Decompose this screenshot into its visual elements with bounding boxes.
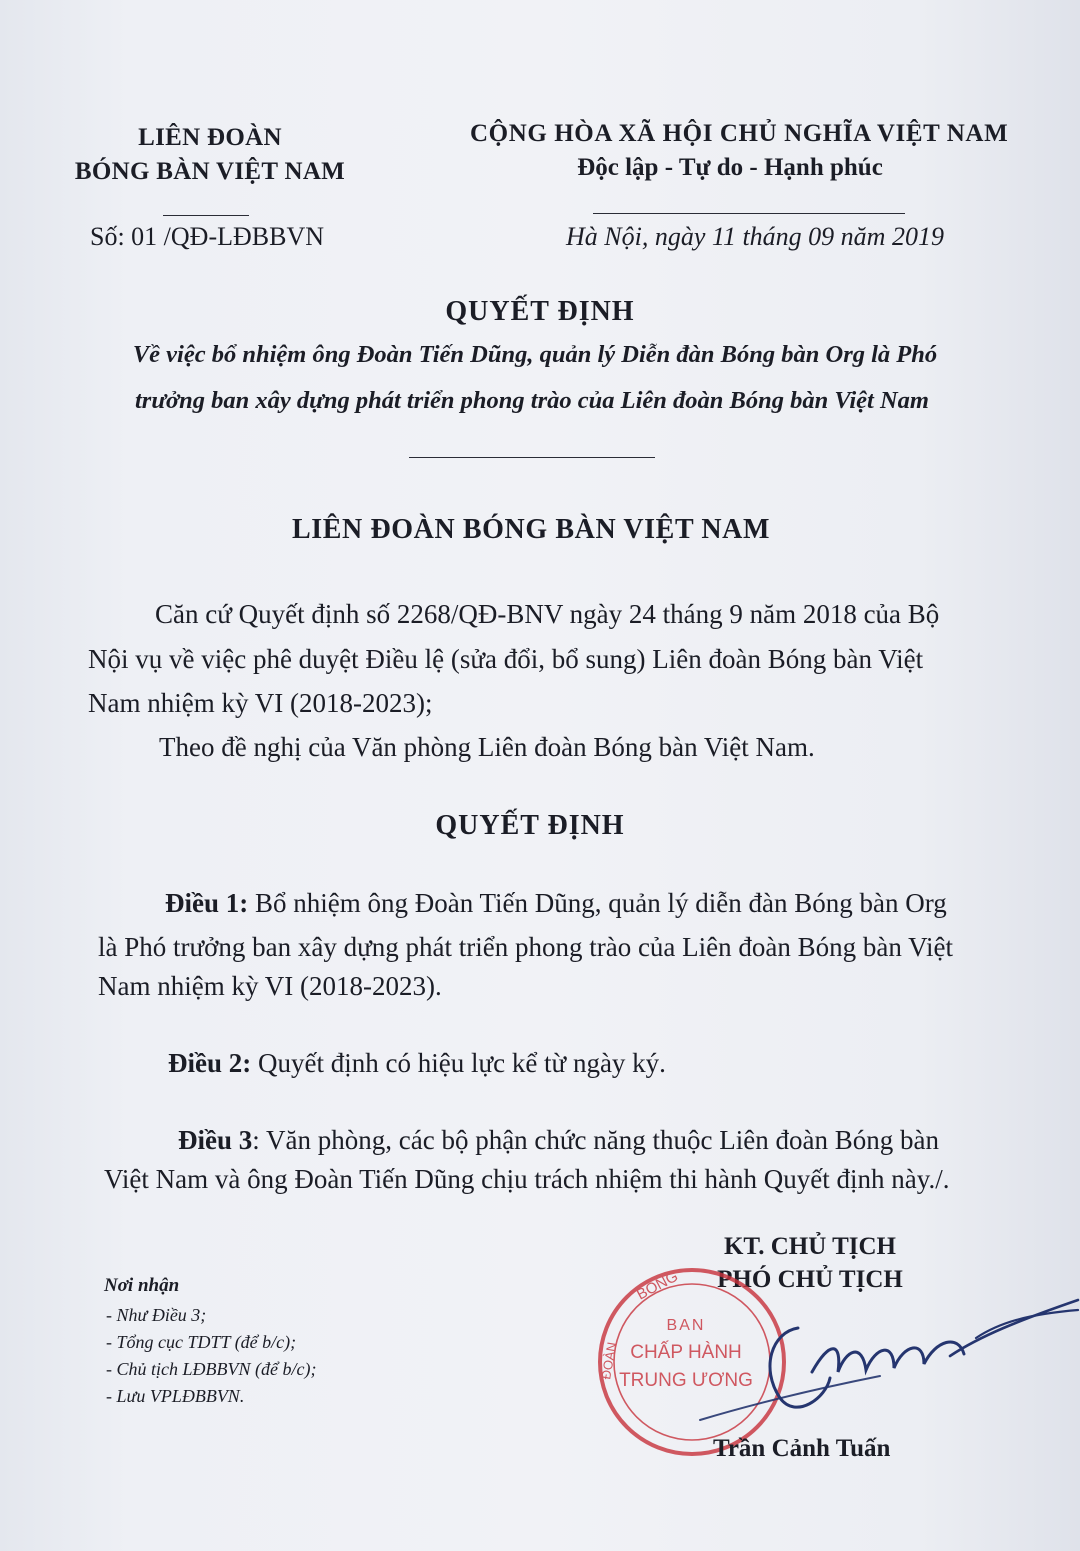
subject-line-2: trưởng ban xây dựng phát triển phong trào của Liên đoàn Bóng bàn Việt Nam [135,387,929,414]
place-and-date: Hà Nội, ngày 11 tháng 09 năm 2019 [566,222,944,251]
article-2-label: Điều 2: [168,1048,252,1078]
stamp-line-3: TRUNG ƯƠNG [619,1370,753,1391]
national-motto: Độc lập - Tự do - Hạnh phúc [577,154,883,181]
subject-line-1: Về việc bổ nhiệm ông Đoàn Tiến Dũng, quản lý Diễn đàn Bóng bàn Org là Phó [132,341,938,368]
article-1-label: Điều 1: [165,888,249,918]
article-1-line-3: Nam nhiệm kỳ VI (2018-2023). [98,971,442,1001]
header-left-rule [163,215,249,216]
stamp-ring-left: ĐOÀN [598,1340,620,1381]
signature-title-2: PHÓ CHỦ TỊCH [717,1266,903,1293]
country-name: CỘNG HÒA XÃ HỘI CHỦ NGHĨA VIỆT NAM [470,120,1009,147]
document-title: QUYẾT ĐỊNH [445,296,635,327]
article-3-line-2: Việt Nam và ông Đoàn Tiến Dũng chịu trách nhiệm thi hành Quyết định này./. [104,1164,950,1194]
preamble-line-1: Căn cứ Quyết định số 2268/QĐ-BNV ngày 24 tháng 9 năm 2018 của Bộ [155,599,940,629]
stamp-ring-top: BÓNG [633,1267,681,1304]
article-3-label: Điều 3 [178,1125,253,1155]
article-3-line-1 [178,1122,939,1159]
article-1-text: Bổ nhiệm ông Đoàn Tiến Dũng, quản lý diễn đàn Bóng bàn Org [248,888,947,918]
recipients-item: - Như Điều 3; [106,1305,207,1325]
handwritten-signature [680,1280,1080,1450]
stamp-line-1: BAN [666,1317,706,1334]
article-3-text: : Văn phòng, các bộ phận chức năng thuộc Liên đoàn Bóng bàn [252,1125,939,1155]
stamp-line-2: CHẤP HÀNH [630,1342,742,1363]
title-divider [409,457,655,458]
org-name-line2: BÓNG BÀN VIỆT NAM [74,158,346,185]
recipients-item: - Lưu VPLĐBBVN. [106,1386,245,1406]
recipients-item: - Tổng cục TDTT (để b/c); [106,1332,297,1352]
preamble-line-3: Nam nhiệm kỳ VI (2018-2023); [88,688,433,718]
recipients-heading: Nơi nhận [104,1275,180,1296]
decision-heading: QUYẾT ĐỊNH [435,810,625,841]
preamble-line-4: Theo đề nghị của Văn phòng Liên đoàn Bóng bàn Việt Nam. [159,732,815,762]
document-number: Số: 01 /QĐ-LĐBBVN [90,222,325,251]
article-2-text: Quyết định có hiệu lực kể từ ngày ký. [251,1048,666,1078]
org-name-line1: LIÊN ĐOÀN [138,124,282,151]
preamble-line-2: Nội vụ về việc phê duyệt Điều lệ (sửa đổi, bổ sung) Liên đoàn Bóng bàn Việt [88,644,924,674]
signer-name: Trần Cảnh Tuấn [713,1435,891,1462]
recipients-item: - Chủ tịch LĐBBVN (để b/c); [106,1359,317,1379]
article-1-line-1 [165,885,947,922]
issuer-name: LIÊN ĐOÀN BÓNG BÀN VIỆT NAM [291,514,770,545]
header-right-rule [593,213,905,214]
article-2 [168,1045,666,1082]
signature-title-1: KT. CHỦ TỊCH [723,1233,897,1260]
article-1-line-2: là Phó trưởng ban xây dựng phát triển phong trào của Liên đoàn Bóng bàn Việt [98,932,953,962]
